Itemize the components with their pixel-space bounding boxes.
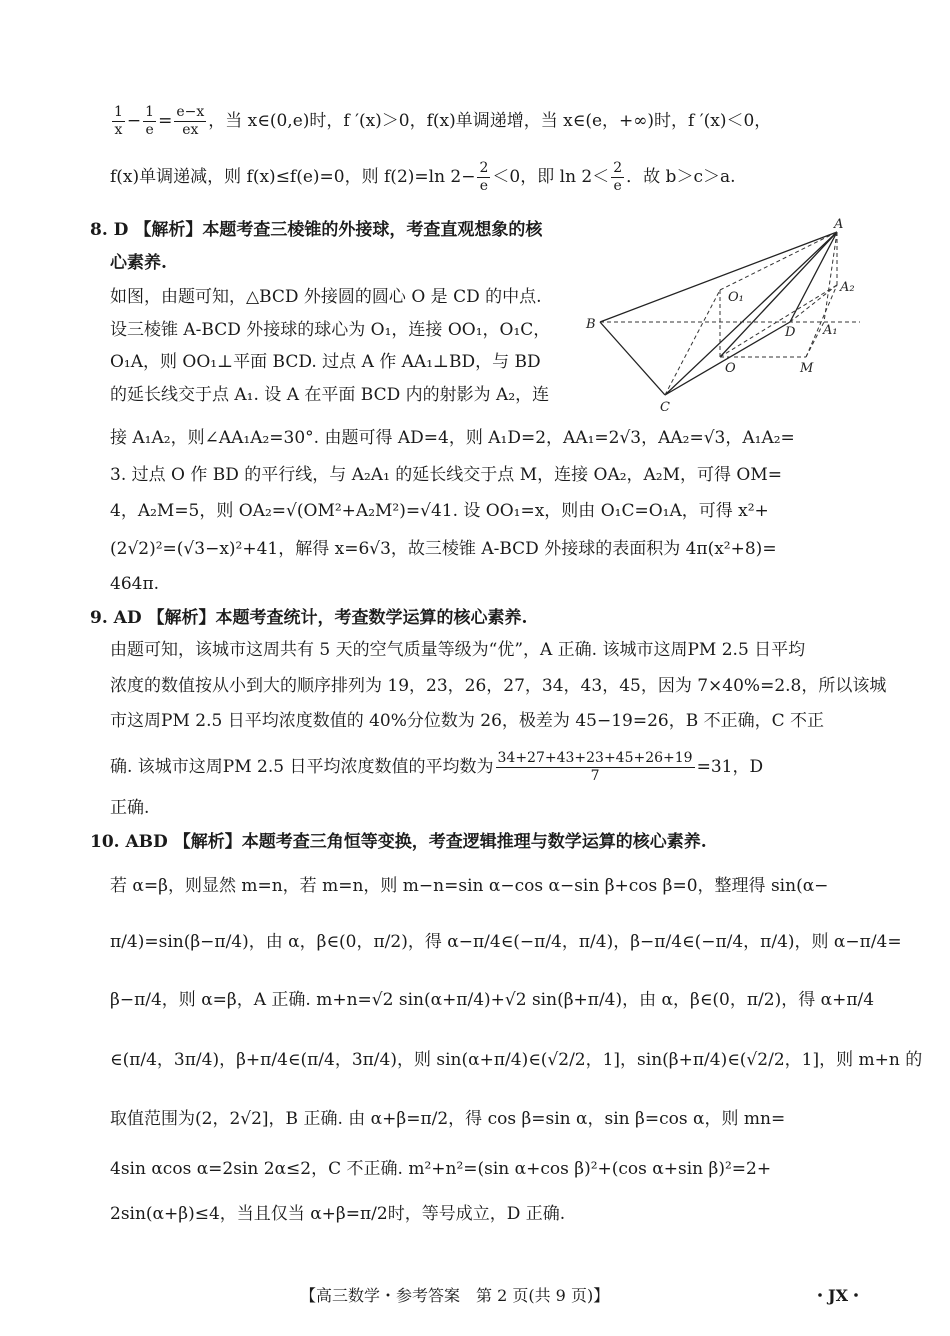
p7-line1: $\frac{1}{x}$ − $\frac{1}{e}$ = $\frac{e-x}{ex}$ ，当 x∈(0,e)时，f ′(x)＞0，f(x)单调递增，当 x∈(e，+∞)时，f ′(x)＜0， (114, 104, 772, 138)
q9-line: 浓度的数值按从小到大的顺序排列为 19，23，26，27，34，43，45，因为 7×40%=2.8，所以该城 (110, 676, 887, 696)
q8-line: O₁A，则 OO₁⊥平面 BCD. 过点 A 作 AA₁⊥BD，与 BD (110, 352, 541, 372)
label-M: M (800, 361, 814, 376)
label-A: A (834, 217, 844, 232)
fraction: $\frac{1}{x}$ (114, 104, 123, 138)
q9-line: 确. 该城市这周PM 2.5 日平均浓度数值的平均数为 $\frac{34+27+43+23+45+26+19}{7}$ =31，D (110, 750, 764, 784)
fraction: $\frac{2}{e}$ (613, 160, 623, 194)
q10-line: 取值范围为(2，2√2]，B 正确. 由 α+β=π/2，得 cos β=sin α，sin β=cos α，则 mn= (110, 1109, 786, 1129)
q8-line: 设三棱锥 A-BCD 外接球的球心为 O₁，连接 OO₁，O₁C， (110, 320, 551, 340)
footer-page-info: 【高三数学・参考答案 第 2 页(共 9 页)】 (300, 1286, 610, 1305)
label-C: C (660, 400, 670, 415)
q8-heading: 8. D 【解析】本题考查三棱锥的外接球，考查直观想象的核 (90, 220, 543, 240)
q10-line: 2sin(α+β)≤4，当且仅当 α+β=π/2时，等号成立，D 正确. (110, 1204, 566, 1224)
q8-line: 4，A₂M=5，则 OA₂=√(OM²+A₂M²)=√41. 设 OO₁=x，则由 O₁C=O₁A，可得 x²+ (110, 501, 769, 521)
q9-heading: 9. AD 【解析】本题考查统计，考查数学运算的核心素养. (90, 608, 528, 628)
tetrahedron-figure (580, 215, 870, 415)
label-D: D (785, 325, 796, 340)
label-B: B (586, 317, 596, 332)
p7-line2: f(x)单调递减，则 f(x)≤f(e)=0，则 f(2)=ln 2− $\frac{2}{e}$ ＜0，即 ln 2＜ $\frac{2}{e}$ ．故 b＞c＞a. (110, 160, 736, 194)
q8-line: 464π. (110, 574, 160, 594)
q8-line: 的延长线交于点 A₁. 设 A 在平面 BCD 内的射影为 A₂，连 (110, 385, 550, 405)
label-A1: A₁ (823, 323, 838, 338)
fraction: $\frac{34+27+43+23+45+26+19}{7}$ (497, 750, 693, 784)
label-A2: A₂ (840, 280, 855, 295)
q8-line: (2√2)²=(√3−x)²+41，解得 x=6√3，故三棱锥 A-BCD 外接球的表面积为 4π(x²+8)= (110, 539, 777, 559)
fraction: $\frac{2}{e}$ (479, 160, 489, 194)
q8-line: 如图，由题可知，△BCD 外接圆的圆心 O 是 CD 的中点. (110, 287, 542, 307)
q8-heading-cont: 心素养. (110, 253, 167, 273)
q10-line: 4sin αcos α=2sin 2α≤2，C 不正确. m²+n²=(sin α+cos β)²+(cos α+sin β)²=2+ (110, 1159, 772, 1179)
q9-line: 正确. (110, 798, 150, 818)
q9-line: 市这周PM 2.5 日平均浓度数值的 40%分位数为 26，极差为 45−19=26，B 不正确，C 不正 (110, 711, 825, 731)
q10-line: 若 α=β，则显然 m=n，若 m=n，则 m−n=sin α−cos α−sin β+cos β=0，整理得 sin(α− (110, 876, 829, 896)
q10-heading: 10. ABD 【解析】本题考查三角恒等变换，考查逻辑推理与数学运算的核心素养. (90, 832, 707, 852)
q10-line: ∈(π/4，3π/4)，β+π/4∈(π/4，3π/4)，则 sin(α+π/4)∈(√2/2，1]，sin(β+π/4)∈(√2/2，1]，则 m+n 的 (110, 1050, 923, 1070)
q8-line: 3. 过点 O 作 BD 的平行线，与 A₂A₁ 的延长线交于点 M，连接 OA₂，A₂M，可得 OM= (110, 465, 783, 485)
q10-line: π/4)=sin(β−π/4)，由 α，β∈(0，π/2)，得 α−π/4∈(−π/4，π/4)，β−π/4∈(−π/4，π/4)，则 α−π/4= (110, 932, 902, 952)
footer-code: ・JX・ (812, 1286, 864, 1305)
q9-line: 由题可知，该城市这周共有 5 天的空气质量等级为“优”，A 正确. 该城市这周PM 2.5 日平均 (110, 640, 806, 660)
label-O1: O₁ (728, 290, 744, 305)
fraction: $\frac{1}{e}$ (145, 104, 155, 138)
fraction: $\frac{e-x}{ex}$ (176, 104, 205, 138)
q10-line: β−π/4，则 α=β，A 正确. m+n=√2 sin(α+π/4)+√2 sin(β+π/4)，由 α，β∈(0，π/2)，得 α+π/4 (110, 990, 875, 1010)
label-O: O (725, 361, 736, 376)
q8-line: 接 A₁A₂，则∠AA₁A₂=30°. 由题可得 AD=4，则 A₁D=2，AA₁=2√3，AA₂=√3，A₁A₂= (110, 428, 795, 448)
